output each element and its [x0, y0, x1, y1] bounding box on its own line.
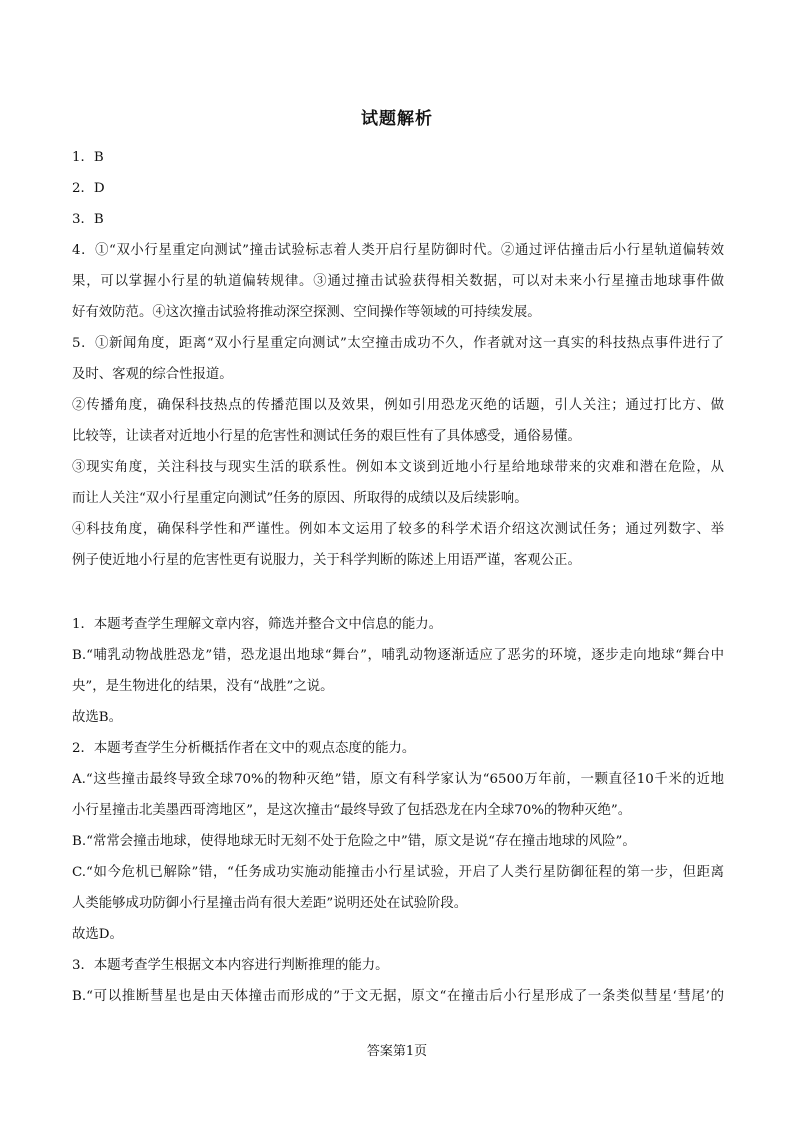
explanation-1-line: 央”，是生物进化的结果，没有“战胜”之说。: [72, 679, 334, 694]
q5-line: 比较等，让读者对近地小行星的危害性和测试任务的艰巨性有了具体感受，通俗易懂。: [72, 429, 581, 444]
q5-line: 而让人关注“双小行星重定向测试”任务的原因、所取得的成绩以及后续影响。: [72, 491, 528, 506]
q4-line: 好有效防范。④这次撞击试验将推动深空探测、空间操作等领域的可持续发展。: [72, 305, 541, 320]
explanation-2-line: C.“如今危机已解除”错，“任务成功实施动能撞击小行星试验，开启了人类行星防御征程的第一步，但距离: [72, 865, 724, 880]
explanation-1-line: 1．本题考查学生理解文章内容，筛选并整合文中信息的能力。: [72, 617, 443, 632]
q4-line: 4．①“双小行星重定向测试”撞击试验标志着人类开启行星防御时代。②通过评估撞击后小行星轨道偏转效: [72, 243, 724, 258]
q5-line: 5．①新闻角度，距离“双小行星重定向测试”太空撞击成功不久，作者就对这一真实的科技热点事件进行了: [72, 336, 724, 351]
answer-line-2: 2．D: [72, 181, 105, 196]
page-title: 试题解析: [361, 109, 433, 129]
explanation-2-line: 人类能够成功防御小行星撞击尚有很大差距”说明还处在试验阶段。: [72, 896, 468, 911]
explanation-3-line: B.“可以推断彗星也是由天体撞击而形成的”于文无据，原文“在撞击后小行星形成了一条类似彗星‘彗尾’的: [72, 989, 724, 1004]
explanation-2-line: A.“这些撞击最终导致全球70%的物种灭绝”错，原文有科学家认为“6500万年前，一颗直径10千米的近地: [72, 772, 724, 787]
q5-line: ③现实角度，关注科技与现实生活的联系性。例如本文谈到近地小行星给地球带来的灾难和潜在危险，从: [72, 460, 724, 475]
explanation-2-line: 2．本题考查学生分析概括作者在文中的观点态度的能力。: [72, 741, 416, 756]
explanation-1-line: 故选B。: [72, 710, 123, 725]
answer-content: [72, 142, 724, 1012]
q5-line: ④科技角度，确保科学性和严谨性。例如本文运用了较多的科学术语介绍这次测试任务；通过列数字、举: [72, 522, 724, 537]
explanation-1-line: B.“哺乳动物战胜恐龙”错，恐龙退出地球“舞台”，哺乳动物逐渐适应了恶劣的环境，逐步走向地球“舞台中: [72, 648, 724, 663]
q5-line: ②传播角度，确保科技热点的传播范围以及效果，例如引用恐龙灭绝的话题，引人关注；通过打比方、做: [72, 398, 724, 413]
q5-line: 例子使近地小行星的危害性更有说服力，关于科学判断的陈述上用语严谨，客观公正。: [72, 553, 581, 568]
explanation-2-line: B.“常常会撞击地球，使得地球无时无刻不处于危险之中”错，原文是说“存在撞击地球的风险”。: [72, 834, 636, 849]
page-footer: 答案第1页: [366, 1044, 428, 1059]
q4-line: 果，可以掌握小行星的轨道偏转规律。③通过撞击试验获得相关数据，可以对未来小行星撞击地球事件做: [72, 274, 724, 289]
explanation-2-line: 小行星撞击北美墨西哥湾地区”，是这次撞击“最终导致了包括恐龙在内全球70%的物种灭绝”。: [72, 803, 632, 818]
q5-line: 及时、客观的综合性报道。: [72, 367, 233, 382]
answer-line-3: 3．B: [72, 212, 104, 227]
section-gap: [72, 576, 724, 609]
explanation-2-line: 故选D。: [72, 927, 123, 942]
answer-line-1: 1．B: [72, 150, 104, 165]
explanation-3-line: 3．本题考查学生根据文本内容进行判断推理的能力。: [72, 958, 389, 973]
